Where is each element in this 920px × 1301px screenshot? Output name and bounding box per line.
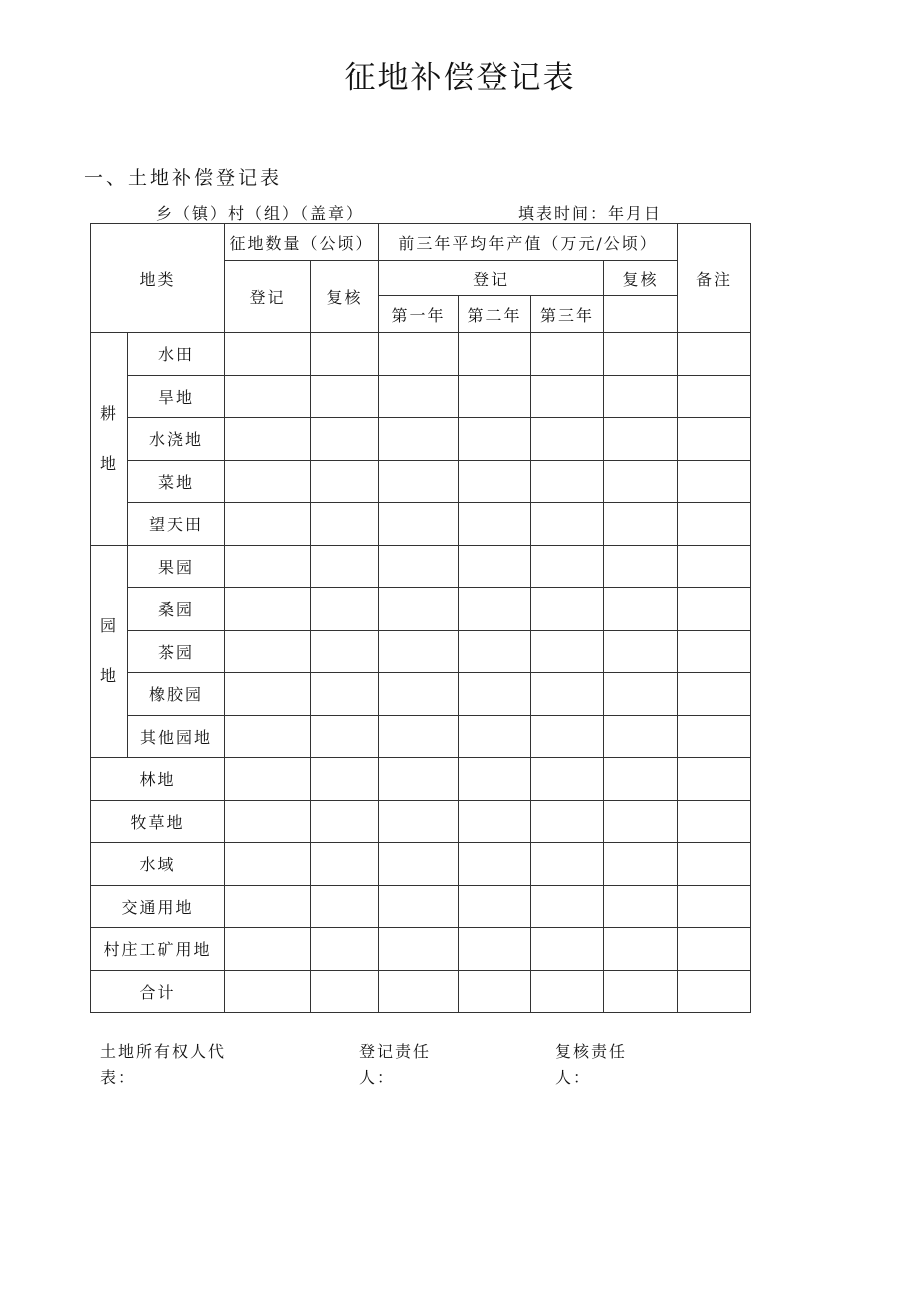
entry-cell[interactable] — [531, 800, 604, 843]
entry-cell[interactable] — [604, 758, 678, 801]
header-area-group: 征地数量（公顷） — [225, 224, 379, 261]
entry-cell[interactable] — [225, 715, 311, 758]
group-label-char: 地 — [99, 666, 118, 686]
entry-cell[interactable] — [225, 970, 311, 1013]
table-row — [91, 630, 751, 673]
entry-cell[interactable] — [531, 970, 604, 1013]
entry-cell[interactable] — [379, 843, 459, 886]
table-row — [91, 843, 751, 886]
entry-cell[interactable] — [225, 630, 311, 673]
entry-cell[interactable] — [225, 758, 311, 801]
entry-cell[interactable] — [379, 545, 459, 588]
entry-cell[interactable] — [311, 800, 379, 843]
entry-cell[interactable] — [459, 885, 531, 928]
entry-cell[interactable] — [379, 673, 459, 716]
entry-cell[interactable] — [678, 928, 751, 971]
entry-cell[interactable] — [459, 375, 531, 418]
entry-cell[interactable] — [531, 843, 604, 886]
land-type-label: 交通用地 — [91, 885, 225, 928]
page-title: 征地补偿登记表 — [344, 60, 576, 96]
entry-cell[interactable] — [379, 885, 459, 928]
group-label-char: 园 — [99, 616, 118, 636]
entry-cell[interactable] — [678, 970, 751, 1013]
entry-cell[interactable] — [604, 800, 678, 843]
entry-cell[interactable] — [311, 375, 379, 418]
table-row — [91, 460, 751, 503]
entry-cell[interactable] — [531, 715, 604, 758]
entry-cell[interactable] — [531, 630, 604, 673]
header-year-1: 第一年 — [379, 296, 459, 333]
entry-cell[interactable] — [678, 545, 751, 588]
entry-cell[interactable] — [604, 333, 678, 376]
entry-cell[interactable] — [531, 588, 604, 631]
entry-cell[interactable] — [225, 885, 311, 928]
table-row — [91, 758, 751, 801]
entry-cell[interactable] — [459, 503, 531, 546]
table-body — [91, 333, 751, 1013]
entry-cell[interactable] — [459, 758, 531, 801]
entry-cell[interactable] — [604, 715, 678, 758]
land-type-label: 其他园地 — [128, 715, 225, 758]
entry-cell[interactable] — [678, 843, 751, 886]
land-type-label: 水域 — [91, 843, 225, 886]
table-row — [91, 545, 751, 588]
land-type-label: 牧草地 — [91, 800, 225, 843]
land-type-label: 望天田 — [128, 503, 225, 546]
entry-cell[interactable] — [459, 673, 531, 716]
entry-cell[interactable] — [311, 588, 379, 631]
header-area-register: 登记 — [225, 261, 311, 333]
entry-cell[interactable] — [311, 928, 379, 971]
land-type-label: 旱地 — [128, 375, 225, 418]
land-type-label: 果园 — [128, 545, 225, 588]
entry-cell[interactable] — [604, 970, 678, 1013]
entry-cell[interactable] — [311, 503, 379, 546]
entry-cell[interactable] — [459, 588, 531, 631]
entry-cell[interactable] — [379, 460, 459, 503]
header-output-group: 前三年平均年产值（万元/公顷） — [379, 224, 678, 261]
entry-cell[interactable] — [678, 503, 751, 546]
entry-cell[interactable] — [604, 843, 678, 886]
entry-cell[interactable] — [311, 885, 379, 928]
land-type-label: 合计 — [91, 970, 225, 1013]
entry-cell[interactable] — [604, 588, 678, 631]
entry-cell[interactable] — [225, 545, 311, 588]
entry-cell[interactable] — [678, 375, 751, 418]
entry-cell[interactable] — [379, 630, 459, 673]
entry-cell[interactable] — [379, 375, 459, 418]
header-output-register: 登记 — [379, 261, 604, 296]
entry-cell[interactable] — [459, 545, 531, 588]
entry-cell[interactable] — [678, 758, 751, 801]
entry-cell[interactable] — [311, 715, 379, 758]
entry-cell[interactable] — [531, 460, 604, 503]
entry-cell[interactable] — [459, 843, 531, 886]
entry-cell[interactable] — [225, 673, 311, 716]
entry-cell[interactable] — [531, 545, 604, 588]
entry-cell[interactable] — [531, 673, 604, 716]
group-label-char: 耕 — [99, 403, 118, 423]
entry-cell[interactable] — [678, 885, 751, 928]
entry-cell[interactable] — [311, 333, 379, 376]
entry-cell[interactable] — [604, 418, 678, 461]
entry-cell[interactable] — [459, 928, 531, 971]
table-row — [91, 503, 751, 546]
meta-fill-date: 填表时间：年月日 — [518, 204, 663, 223]
entry-cell[interactable] — [531, 503, 604, 546]
entry-cell[interactable] — [678, 715, 751, 758]
land-type-label: 水田 — [128, 333, 225, 376]
entry-cell[interactable] — [459, 460, 531, 503]
entry-cell[interactable] — [531, 418, 604, 461]
group-label — [91, 333, 128, 546]
land-type-label: 村庄工矿用地 — [91, 928, 225, 971]
entry-cell[interactable] — [604, 928, 678, 971]
entry-cell[interactable] — [379, 503, 459, 546]
entry-cell[interactable] — [225, 460, 311, 503]
entry-cell[interactable] — [459, 630, 531, 673]
entry-cell[interactable] — [531, 885, 604, 928]
table-row — [91, 715, 751, 758]
table-row — [91, 673, 751, 716]
entry-cell[interactable] — [311, 630, 379, 673]
table-row — [91, 885, 751, 928]
entry-cell[interactable] — [604, 545, 678, 588]
meta-township-village-seal: 乡（镇）村（组）（盖章） — [156, 204, 365, 223]
header-land-type: 地类 — [91, 224, 225, 333]
entry-cell[interactable] — [225, 503, 311, 546]
entry-cell[interactable] — [459, 418, 531, 461]
land-type-label: 菜地 — [128, 460, 225, 503]
entry-cell[interactable] — [604, 375, 678, 418]
table-row — [91, 588, 751, 631]
entry-cell[interactable] — [678, 333, 751, 376]
header-year-3: 第三年 — [531, 296, 604, 333]
entry-cell[interactable] — [311, 418, 379, 461]
land-compensation-table — [90, 223, 751, 1013]
entry-cell[interactable] — [604, 673, 678, 716]
entry-cell[interactable] — [379, 970, 459, 1013]
entry-cell[interactable] — [531, 333, 604, 376]
entry-cell[interactable] — [604, 460, 678, 503]
entry-cell[interactable] — [604, 503, 678, 546]
entry-cell[interactable] — [225, 800, 311, 843]
entry-cell[interactable] — [531, 758, 604, 801]
group-label — [91, 545, 128, 758]
entry-cell[interactable] — [459, 970, 531, 1013]
table-row — [91, 418, 751, 461]
entry-cell[interactable] — [678, 418, 751, 461]
entry-cell[interactable] — [311, 673, 379, 716]
section-heading: 一、土地补偿登记表 — [84, 167, 283, 189]
entry-cell[interactable] — [225, 843, 311, 886]
entry-cell[interactable] — [225, 418, 311, 461]
entry-cell[interactable] — [225, 333, 311, 376]
land-type-label: 桑园 — [128, 588, 225, 631]
entry-cell[interactable] — [311, 460, 379, 503]
land-type-label: 林地 — [91, 758, 225, 801]
footer-review-person: 复核责任人： — [555, 1042, 628, 1087]
table-row — [91, 928, 751, 971]
table-row — [91, 800, 751, 843]
entry-cell[interactable] — [678, 630, 751, 673]
land-type-label: 水浇地 — [128, 418, 225, 461]
group-label-char: 地 — [99, 453, 118, 473]
entry-cell[interactable] — [379, 928, 459, 971]
table-row — [91, 970, 751, 1013]
footer-register-person: 登记责任人： — [359, 1042, 432, 1087]
entry-cell[interactable] — [225, 588, 311, 631]
entry-cell[interactable] — [225, 375, 311, 418]
entry-cell[interactable] — [531, 375, 604, 418]
header-year-2: 第二年 — [459, 296, 531, 333]
entry-cell[interactable] — [459, 333, 531, 376]
land-type-label: 茶园 — [128, 630, 225, 673]
entry-cell[interactable] — [678, 460, 751, 503]
header-output-review: 复核 — [604, 261, 678, 296]
entry-cell[interactable] — [379, 758, 459, 801]
table-row — [91, 375, 751, 418]
entry-cell[interactable] — [678, 588, 751, 631]
entry-cell[interactable] — [678, 673, 751, 716]
footer-owner-representative: 土地所有权人代表： — [100, 1042, 227, 1087]
entry-cell[interactable] — [678, 800, 751, 843]
header-remarks: 备注 — [678, 224, 751, 333]
entry-cell[interactable] — [311, 758, 379, 801]
entry-cell[interactable] — [311, 545, 379, 588]
header-output-review-blank — [604, 296, 678, 333]
table-row — [91, 333, 751, 376]
entry-cell[interactable] — [311, 843, 379, 886]
entry-cell[interactable] — [379, 418, 459, 461]
entry-cell[interactable] — [311, 970, 379, 1013]
land-type-label: 橡胶园 — [128, 673, 225, 716]
entry-cell[interactable] — [379, 588, 459, 631]
entry-cell[interactable] — [379, 800, 459, 843]
entry-cell[interactable] — [459, 715, 531, 758]
entry-cell[interactable] — [379, 333, 459, 376]
header-row-1 — [91, 224, 751, 261]
entry-cell[interactable] — [225, 928, 311, 971]
header-area-review: 复核 — [311, 261, 379, 333]
entry-cell[interactable] — [604, 885, 678, 928]
entry-cell[interactable] — [459, 800, 531, 843]
entry-cell[interactable] — [379, 715, 459, 758]
entry-cell[interactable] — [531, 928, 604, 971]
entry-cell[interactable] — [604, 630, 678, 673]
